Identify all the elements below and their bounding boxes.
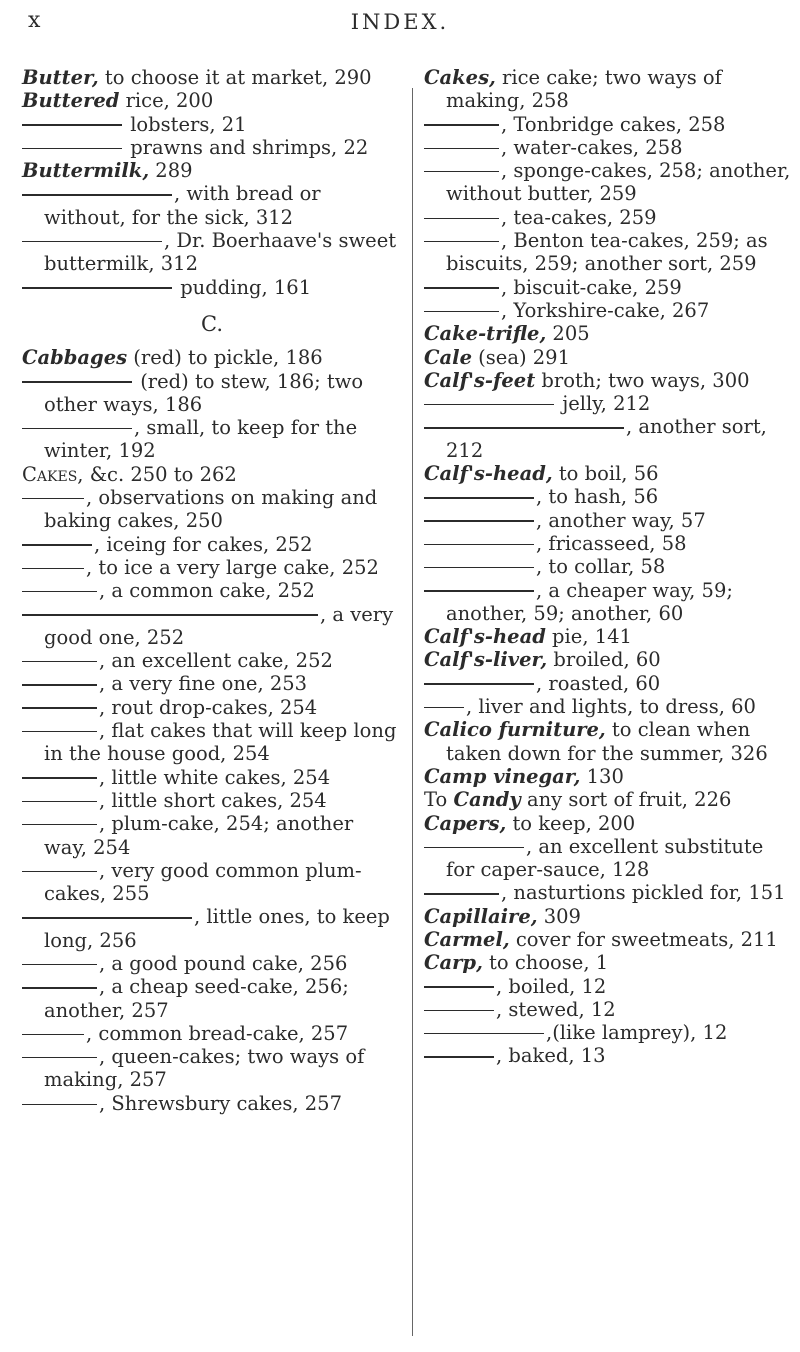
ditto-rule	[22, 1057, 97, 1059]
index-entry	[424, 812, 796, 835]
entry-text: , flat cakes that will keep long in the house good, 254	[44, 719, 397, 766]
index-entry	[424, 346, 796, 369]
entry-text: to clean when taken down for the summer, 326	[446, 718, 768, 765]
entry-text: , an excellent cake, 252	[99, 649, 333, 673]
entry-text: pudding, 161	[174, 275, 312, 299]
ditto-rule	[22, 684, 97, 686]
ditto-rule	[424, 148, 499, 150]
entry-text: pie, 141	[545, 625, 632, 649]
entry-headword: Candy	[453, 788, 521, 812]
ditto-rule	[424, 544, 534, 546]
entry-text: 289	[149, 159, 193, 183]
entry-text: , fricasseed, 58	[536, 531, 687, 555]
ditto-rule	[22, 614, 318, 616]
index-column-right	[424, 66, 796, 1068]
index-entry	[424, 625, 796, 648]
index-subentry	[424, 159, 796, 206]
entry-text: , biscuit-cake, 259	[501, 275, 682, 299]
ditto-rule	[424, 986, 494, 988]
ditto-rule	[22, 871, 97, 873]
entry-text: , nasturtions pickled for, 151	[501, 881, 786, 905]
ditto-rule	[22, 661, 97, 663]
ditto-rule	[424, 404, 554, 406]
index-subentry	[424, 1021, 796, 1044]
index-subentry	[22, 579, 402, 602]
ditto-rule	[22, 1034, 84, 1036]
ditto-rule	[424, 241, 499, 243]
entry-text: (sea) 291	[471, 345, 570, 369]
ditto-rule	[22, 707, 97, 709]
entry-text: , a very good one, 252	[44, 602, 394, 649]
ditto-rule	[424, 1010, 494, 1012]
index-subentry	[22, 812, 402, 859]
ditto-rule	[424, 287, 499, 289]
ditto-rule	[22, 544, 92, 546]
index-subentry	[22, 1045, 402, 1092]
index-subentry	[424, 299, 796, 322]
entry-text: , roasted, 60	[536, 671, 661, 695]
ditto-rule	[424, 1056, 494, 1058]
index-subentry	[22, 370, 402, 417]
ditto-rule	[22, 1104, 97, 1106]
entry-text: , Shrewsbury cakes, 257	[99, 1091, 342, 1115]
section-letter: C.	[201, 311, 223, 336]
ditto-rule	[424, 707, 464, 709]
entry-text: broiled, 60	[547, 648, 661, 672]
entry-headword: Butter,	[22, 66, 99, 89]
index-subentry	[22, 696, 402, 719]
entry-text: , Tonbridge cakes, 258	[501, 112, 726, 136]
index-subentry	[424, 555, 796, 578]
page-number: x	[28, 8, 42, 33]
index-entry	[424, 905, 796, 928]
index-subentry	[22, 229, 402, 276]
entry-text: , tea-cakes, 259	[501, 205, 657, 229]
ditto-rule	[22, 731, 97, 733]
entry-headword: Carp,	[424, 951, 483, 975]
index-subentry	[424, 485, 796, 508]
entry-text: , very good common plum-cakes, 255	[44, 858, 362, 906]
entry-text: , stewed, 12	[496, 997, 616, 1021]
entry-text: to boil, 56	[552, 462, 659, 486]
index-subentry	[22, 905, 402, 952]
entry-text: , with bread or without, for the sick, 312	[44, 182, 321, 229]
index-entry	[424, 66, 796, 113]
ditto-rule	[424, 893, 499, 895]
entry-text: 205	[546, 322, 590, 346]
entry-headword: Calf's-liver,	[424, 648, 548, 672]
index-entry	[424, 369, 796, 392]
index-subentry	[22, 113, 402, 136]
index-column-left	[22, 66, 402, 1115]
ditto-rule	[22, 124, 122, 126]
index-subentry	[22, 719, 402, 766]
entry-text: (red) to pickle, 186	[127, 346, 323, 370]
entry-text: , water-cakes, 258	[501, 135, 683, 159]
entry-text: to keep, 200	[506, 811, 636, 835]
index-subentry	[424, 998, 796, 1021]
entry-headword: Calico furniture,	[424, 718, 606, 742]
entry-text: , little short cakes, 254	[99, 788, 327, 812]
index-subentry	[22, 182, 402, 229]
index-subentry	[424, 835, 796, 882]
entry-text: rice, 200	[119, 89, 214, 113]
ditto-rule	[424, 171, 499, 173]
index-subentry	[22, 486, 402, 533]
entry-text: , liver and lights, to dress, 60	[466, 695, 756, 719]
entry-headword: Cale	[424, 345, 472, 369]
index-subentry	[22, 136, 402, 159]
ditto-rule	[424, 1033, 544, 1035]
entry-text: , to hash, 56	[536, 485, 659, 509]
entry-headword: Calf's-feet	[424, 368, 536, 392]
index-subentry	[22, 975, 402, 1022]
entry-text: rice cake; two ways of making, 258	[446, 66, 722, 113]
entry-text: , Benton tea-cakes, 259; as biscuits, 259; another sort, 259	[446, 229, 768, 276]
entry-text: any sort of fruit, 226	[520, 788, 732, 812]
ditto-rule	[424, 311, 499, 313]
ditto-rule	[424, 124, 499, 126]
ditto-rule	[424, 497, 534, 499]
index-entry	[424, 648, 796, 671]
ditto-rule	[22, 824, 97, 826]
entry-headword: Cakes,	[424, 66, 496, 89]
index-entry	[424, 765, 796, 788]
index-subentry	[424, 975, 796, 998]
entry-text: , boiled, 12	[496, 974, 607, 998]
entry-text: , observations on making and baking cakes, 250	[44, 486, 378, 533]
entry-text: , sponge-cakes, 258; another, without butter, 259	[446, 159, 791, 206]
entry-text: , a very fine one, 253	[99, 672, 308, 696]
index-subentry	[424, 415, 796, 462]
entry-text: , common bread-cake, 257	[86, 1021, 349, 1045]
entry-text: lobsters, 21	[124, 112, 247, 136]
entry-text: cover for sweetmeats, 211	[509, 927, 778, 951]
entry-text: , baked, 13	[496, 1044, 606, 1068]
ditto-rule	[424, 683, 534, 685]
entry-text: , small, to keep for the winter, 192	[44, 416, 358, 463]
index-entry	[424, 928, 796, 951]
entry-text: , a good pound cake, 256	[99, 951, 348, 975]
index-entry	[424, 462, 796, 485]
entry-headword: Capillaire,	[424, 904, 538, 928]
ditto-rule	[22, 917, 192, 919]
index-subentry	[424, 532, 796, 555]
ditto-rule	[22, 777, 97, 779]
entry-text: ,(like lamprey), 12	[546, 1021, 728, 1045]
entry-text: , to ice a very large cake, 252	[86, 555, 379, 579]
entry-text: 130	[580, 764, 624, 788]
index-subentry	[22, 556, 402, 579]
running-head: INDEX.	[350, 10, 450, 34]
index-subentry	[424, 509, 796, 532]
index-subentry	[22, 649, 402, 672]
entry-headword: Camp vinegar,	[424, 764, 581, 788]
entry-headword: Cabbages	[22, 346, 128, 370]
index-subentry	[424, 1044, 796, 1067]
index-entry	[22, 159, 402, 182]
ditto-rule	[22, 591, 97, 593]
index-subentry	[22, 603, 402, 650]
index-subentry	[424, 229, 796, 276]
index-subentry	[22, 766, 402, 789]
index-subentry	[22, 533, 402, 556]
ditto-rule	[424, 427, 624, 429]
entry-text: , a common cake, 252	[99, 579, 315, 603]
entry-text: &c. 250 to 262	[83, 462, 237, 486]
index-subentry	[22, 276, 402, 299]
ditto-rule	[424, 520, 534, 522]
entry-text: to choose, 1	[482, 951, 609, 975]
ditto-rule	[22, 498, 84, 500]
column-divider	[412, 88, 413, 1336]
ditto-rule	[22, 428, 132, 430]
entry-text: , another sort, 212	[446, 415, 767, 462]
index-entry	[424, 322, 796, 345]
ditto-rule	[22, 964, 97, 966]
entry-text: 309	[537, 904, 581, 928]
index-entry	[22, 346, 402, 369]
index-subentry	[22, 1092, 402, 1115]
entry-text: , Dr. Boerhaave's sweet buttermilk, 312	[44, 229, 397, 276]
entry-text: , little white cakes, 254	[99, 765, 331, 789]
ditto-rule	[424, 847, 524, 849]
index-subentry	[424, 392, 796, 415]
index-subentry	[424, 579, 796, 626]
entry-text: prawns and shrimps, 22	[124, 135, 369, 159]
ditto-rule	[22, 194, 172, 196]
entry-text: (red) to stew, 186; two other ways, 186	[44, 369, 364, 416]
index-entry	[424, 788, 796, 811]
index-entry	[424, 718, 796, 765]
ditto-rule	[424, 590, 534, 592]
entry-text: , rout drop-cakes, 254	[99, 695, 318, 719]
ditto-rule	[22, 148, 122, 150]
index-subentry	[22, 1022, 402, 1045]
index-entry	[22, 463, 402, 486]
ditto-rule	[22, 987, 97, 989]
entry-text: broth; two ways, 300	[535, 368, 750, 392]
entry-text: , Yorkshire-cake, 267	[501, 298, 710, 322]
index-subentry	[424, 113, 796, 136]
entry-text: , a cheaper way, 59; another, 59; another, 60	[446, 578, 733, 625]
entry-prefix: To	[424, 788, 454, 812]
index-subentry	[22, 952, 402, 975]
entry-headword: Calf's-head	[424, 625, 546, 649]
entry-headword: Buttered	[22, 89, 120, 113]
entry-text: , plum-cake, 254; another way, 254	[44, 812, 354, 859]
index-subentry	[22, 789, 402, 812]
index-entry	[424, 951, 796, 974]
index-subentry	[424, 276, 796, 299]
ditto-rule	[22, 241, 162, 243]
ditto-rule	[22, 568, 84, 570]
entry-text: , queen-cakes; two ways of making, 257	[44, 1045, 365, 1092]
entry-text: , a cheap seed-cake, 256; another, 257	[44, 975, 349, 1022]
ditto-rule	[22, 381, 132, 383]
ditto-rule	[22, 287, 172, 289]
index-entry	[22, 89, 402, 112]
entry-text: jelly, 212	[556, 392, 651, 416]
index-subentry	[424, 206, 796, 229]
index-subentry	[22, 416, 402, 463]
entry-headword: Capers,	[424, 811, 507, 835]
index-subentry	[22, 859, 402, 906]
entry-text: , an excellent substitute for caper-sauce, 128	[446, 834, 764, 882]
entry-headword: Carmel,	[424, 927, 510, 951]
entry-headword: Cakes,	[22, 462, 84, 486]
index-subentry	[22, 672, 402, 695]
index-subentry	[424, 695, 796, 718]
entry-headword: Buttermilk,	[22, 159, 150, 183]
entry-text: , little ones, to keep long, 256	[44, 905, 390, 952]
ditto-rule	[424, 567, 534, 569]
index-subentry	[424, 881, 796, 904]
ditto-rule	[22, 801, 97, 803]
entry-headword: Calf's-head,	[424, 462, 553, 486]
ditto-rule	[424, 218, 499, 220]
index-subentry	[424, 136, 796, 159]
index-subentry	[424, 672, 796, 695]
index-entry	[22, 66, 402, 89]
entry-headword: Cake-trifle,	[424, 322, 547, 346]
entry-text: , iceing for cakes, 252	[94, 532, 313, 556]
entry-text: , to collar, 58	[536, 555, 666, 579]
entry-text: to choose it at market, 290	[98, 66, 372, 89]
entry-text: , another way, 57	[536, 508, 706, 532]
